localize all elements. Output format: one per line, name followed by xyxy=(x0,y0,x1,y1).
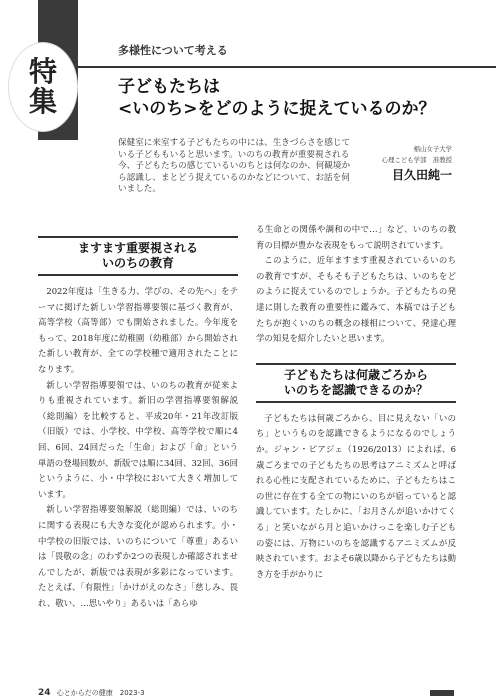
section-heading-line: 子どもたちは何歳ごろから xyxy=(283,367,428,382)
section-heading xyxy=(38,236,238,276)
paragraph: このように、近年ますます重視されているいのちの教育ですが、そもそも子どもたちは、いのちをどのように捉えているのでしょうか。子どもたちの発達に則した教育の重要性に鑑みて、本稿では子どもたちが抱くいのちの概念の様相について、発達心理学の知見を紹介したいと思います。 xyxy=(256,255,456,344)
journal-name: 心とからだの健康 2023-3 xyxy=(56,689,145,697)
section-heading-line: ますます重要視される xyxy=(77,241,198,255)
section-heading-line: いのちの教育 xyxy=(101,256,174,270)
column-right xyxy=(256,222,456,582)
section-heading xyxy=(256,363,456,403)
header-rule xyxy=(76,66,496,68)
feature-badge-char: 特 xyxy=(28,55,57,88)
page-number: 24 xyxy=(38,688,51,698)
author-affiliation xyxy=(330,144,452,166)
article-title-line: 子どもたちは xyxy=(118,77,220,97)
paragraph: 2022年度は「生きる力、学びの、その先へ」をテーマに掲げた新しい学習指導要領に基づく教育が、高等学校（高等部）でも開始されました。今年度をもって、2018年度に幼稚園（幼稚部）から開始された新しい教育が、全ての学校種で適用されたことになります。 xyxy=(38,286,238,374)
article-title xyxy=(118,76,478,120)
feature-badge-char: 集 xyxy=(28,85,57,118)
page-footer xyxy=(38,688,145,698)
paragraph: る生命との関係や調和の中で…」など、いのちの教育の目標が豊かな表現をもって説明されています。 xyxy=(256,224,456,250)
paragraph: 新しい学習指導要領解説（総則編）では、いのちに関する表現にも大きな変化が認められます。小・中学校の旧版では、いのちについて「尊重」あるいは「畏敬の念」のわずか2つの表現しか確認されませんでしたが、新版では表現が多彩になっています。たとえば、「有限性」「かけがえのなさ」「慈しみ、畏れ、敬い、…思いやり」あるいは「あらゆ xyxy=(38,504,238,608)
paragraph: 新しい学習指導要領では、いのちの教育が従来よりも重視されています。新旧の学習指導要領解説（総則編）を比較すると、平成20年・21年改訂版（旧版）では、小学校、中学校、高等学校で順に4回、6回、24回だった「生命」および「命」という単語の登場回数が、新版では順に34回、32回、36回というように、小・中学校において大きく増加しています。 xyxy=(38,379,238,499)
affiliation-line: 心理こども学部 准教授 xyxy=(381,156,452,164)
author-name: 目久田純一 xyxy=(391,168,452,182)
section-heading-line: いのちを認識できるのか？ xyxy=(283,382,428,397)
footer-decoration xyxy=(430,690,454,696)
paragraph: 子どもたちは何歳ごろから、目に見えない「いのち」というものを認識できるようになるのでしょうか。ジャン・ピアジェ（1926/2013）によれば、6歳ごろまでの子どもたちの思考はアニミズムと呼ばれる心性に支配されているために、子どもたちはこの世に存在する全ての物にいのちが宿っていると認識しています。たしかに、「お月さんが追いかけてくる」と笑いながら月と追いかけっこを楽しむ子どもの姿には、万物にいのちを認識するアニミズムが反映されています。およそ6歳以降から子どもたちは動き方を手がかりに xyxy=(256,412,456,579)
article-title-line: <いのち>をどのように捉えているのか？ xyxy=(118,99,436,119)
lead-text: 保健室に来室する子どもたちの中には、生きづらさを感じている子どももいると思います。いのちの教育が重要視される今、子どもたちの感じているいのちとは何なのか、何観境から認識し、まとどう捉えているのかなどについて、お話を伺いました。 xyxy=(118,138,351,194)
series-title: 多様性について考える xyxy=(118,44,228,57)
feature-badge xyxy=(8,42,78,132)
column-left xyxy=(38,236,238,611)
affiliation-line: 椙山女子大学 xyxy=(413,145,452,153)
